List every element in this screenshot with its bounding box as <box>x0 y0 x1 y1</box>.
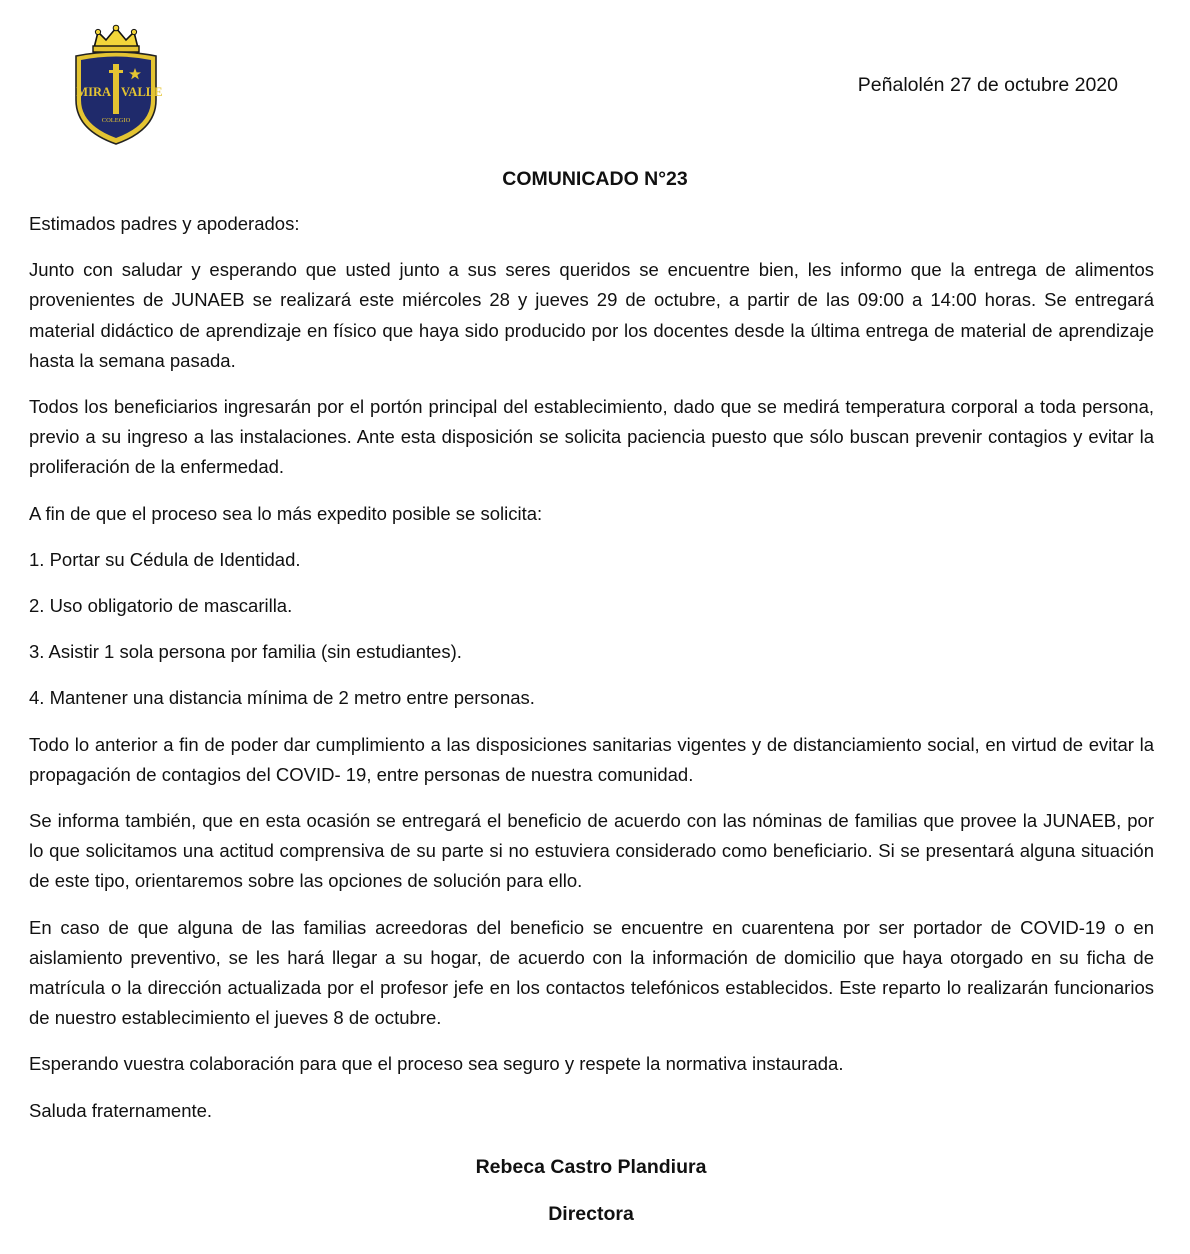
list-item: 1. Portar su Cédula de Identidad. <box>29 548 301 570</box>
paragraph-entrance: Todos los beneficiarios ingresarán por el portón principal del establecimiento, dado que se medirá temperatura corporal a toda persona, previo a su ingreso a las instalaciones. Ante esta disposición se solicita paciencia puesto que sólo buscan prevenir contagios y evitar la proliferación de la enfermedad. <box>29 396 1154 478</box>
signature-name: Rebeca Castro Plandiura <box>475 1156 707 1178</box>
crown-icon <box>93 25 139 52</box>
list-item: 2. Uso obligatorio de mascarilla. <box>29 595 293 617</box>
document-body <box>29 209 1154 1142</box>
salutation: Saluda fraternamente. <box>29 1099 213 1121</box>
logo-word-left: MIRA <box>76 85 111 99</box>
signature-role: Directora <box>548 1203 634 1225</box>
school-crest-logo <box>68 24 164 148</box>
paragraph-compliance: Todo lo anterior a fin de poder dar cumplimiento a las disposiciones sanitarias vigentes y de distanciamiento social, en virtud de evitar la propagación de contagios del COVID- 19, entre personas de nuestra comunidad. <box>29 733 1154 785</box>
list-intro: A fin de que el proceso sea lo más expedito posible se solicita: <box>29 502 543 524</box>
paragraph-delivery: Junto con saludar y esperando que usted junto a sus seres queridos se encuentre bien, les informo que la entrega de alimentos provenientes de JUNAEB se realizará este miércoles 28 y jueves 29 de octubre, a partir de las 09:00 a 14:00 horas. Se entregará material didáctico de aprendizaje en físico que haya sido producido por los docentes desde la última entrega de material de aprendizaje hasta la semana pasada. <box>29 259 1154 371</box>
paragraph-beneficiaries: Se informa también, que en esta ocasión se entregará el beneficio de acuerdo con las nóminas de familias que provee la JUNAEB, por lo que solicitamos una actitud comprensiva de su parte si no estuviera considerado como beneficiario. Si se presentará alguna situación de este tipo, orientaremos sobre las opciones de solución para ello. <box>29 810 1154 892</box>
logo-subtitle: COLEGIO <box>101 117 131 124</box>
paragraph-quarantine: En caso de que alguna de las familias acreedoras del beneficio se encuentre en cuarentena por ser portador de COVID-19 o en aislamiento preventivo, se les hará llegar a su hogar, de acuerdo con la información de domicilio que haya otorgado en su ficha de matrícula o la dirección actualizada por el profesor jefe en los contactos telefónicos establecidos. Este reparto lo realizarán funcionarios de nuestro establecimiento el jueves 8 de octubre. <box>29 916 1154 1029</box>
document-title: COMUNICADO N°23 <box>502 168 688 190</box>
document-date: Peñalolén 27 de octubre 2020 <box>857 74 1118 96</box>
paragraph-collaboration: Esperando vuestra colaboración para que el proceso sea seguro y respete la normativa instaurada. <box>29 1053 844 1075</box>
greeting: Estimados padres y apoderados: <box>29 213 300 234</box>
list-item: 3. Asistir 1 sola persona por familia (sin estudiantes). <box>29 641 462 663</box>
logo-word-right: VALLE <box>121 85 163 99</box>
list-item: 4. Mantener una distancia mínima de 2 metro entre personas. <box>29 687 535 709</box>
